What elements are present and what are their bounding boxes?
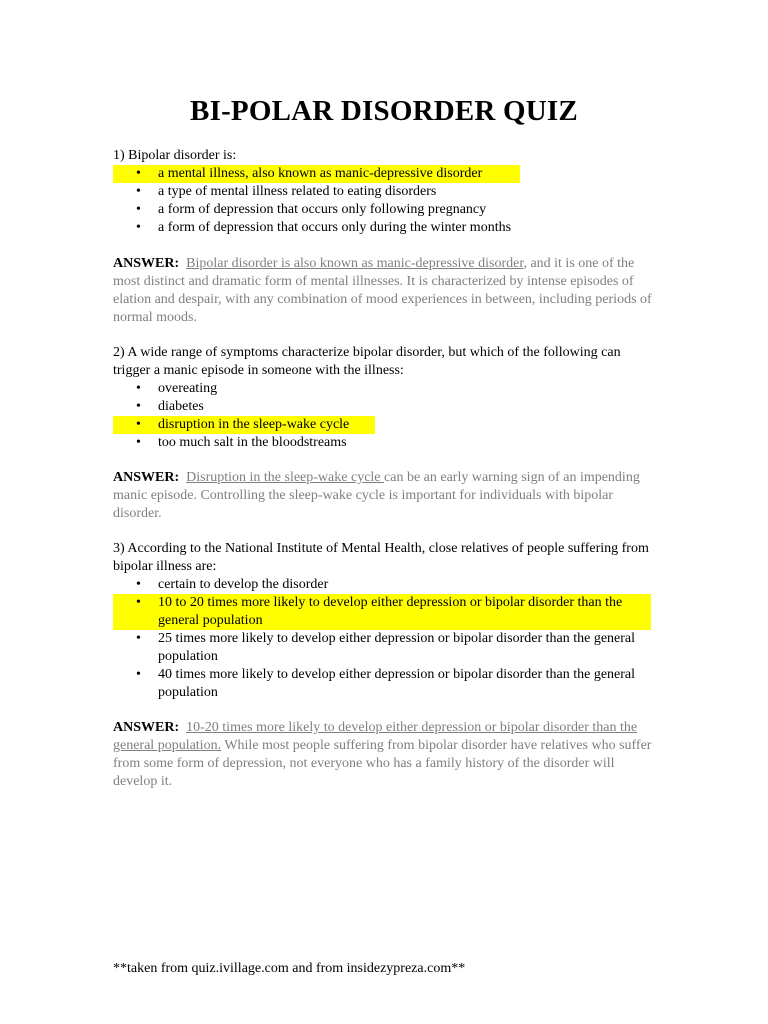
option-text: overeating <box>158 381 218 396</box>
bullet-icon: • <box>136 435 141 450</box>
option-2b <box>113 398 658 416</box>
bullet-icon: • <box>136 220 141 235</box>
answer-underlined: Bipolar disorder is also known as manic-depressive disorder <box>186 256 524 271</box>
option-text: 40 times more likely to develop either depression or bipolar disorder than the general population <box>158 667 636 700</box>
answer-3 <box>113 719 658 791</box>
answer-explanation: While most people suffering from bipolar disorder have relatives who suffer from some form of depression, not everyone who has a family history of the disorder will develop it. <box>113 738 652 789</box>
answer-label: ANSWER: <box>113 256 180 271</box>
option-3d <box>113 666 658 702</box>
source-footer: **taken from quiz.ivillage.com and from insidezypreza.com** <box>113 961 466 976</box>
option-text: too much salt in the bloodstreams <box>158 435 347 450</box>
option-text: a form of depression that occurs only during the winter months <box>158 220 512 235</box>
option-3b <box>113 594 658 630</box>
answer-2 <box>113 469 658 523</box>
answer-explanation: , and it is one of the most distinct and dramatic form of mental illnesses. It is characterized by intense episodes of elation and despair, with any combination of mood experiences in between, including periods of normal moods. <box>113 256 652 325</box>
option-1a <box>113 165 658 183</box>
question-3-options <box>113 576 658 702</box>
option-text: a form of depression that occurs only following pregnancy <box>158 202 487 217</box>
bullet-icon: • <box>136 399 141 414</box>
option-text: diabetes <box>158 399 204 414</box>
option-2c <box>113 416 658 434</box>
option-text: certain to develop the disorder <box>158 577 329 592</box>
question-1 <box>113 147 658 237</box>
question-2-text: 2) A wide range of symptoms characterize bipolar disorder, but which of the following can trigger a manic episode in someone with the illness: <box>113 345 621 378</box>
option-3a <box>113 576 658 594</box>
bullet-icon: • <box>136 381 141 396</box>
page-title: BI-POLAR DISORDER QUIZ <box>190 95 578 127</box>
question-1-text: 1) Bipolar disorder is: <box>113 148 237 163</box>
option-1c <box>113 201 658 219</box>
answer-underlined: 10-20 times more likely to develop either depression or bipolar disorder than the general population. <box>113 720 638 753</box>
answer-label: ANSWER: <box>113 470 180 485</box>
bullet-icon: • <box>136 184 141 199</box>
bullet-icon: • <box>136 417 141 432</box>
bullet-icon: • <box>136 595 141 610</box>
option-text: disruption in the sleep-wake cycle <box>158 417 350 432</box>
bullet-icon: • <box>136 631 141 646</box>
option-3c <box>113 630 658 666</box>
bullet-icon: • <box>136 667 141 682</box>
question-1-options <box>113 165 658 237</box>
option-1d <box>113 219 658 237</box>
option-text: a type of mental illness related to eating disorders <box>158 184 437 199</box>
answer-explanation: can be an early warning sign of an impending manic episode. Controlling the sleep-wake cycle is important for individuals with bipolar disorder. <box>113 470 640 521</box>
bullet-icon: • <box>136 202 141 217</box>
question-2-options <box>113 380 658 452</box>
option-text: 25 times more likely to develop either depression or bipolar disorder than the general population <box>158 631 636 664</box>
option-1b <box>113 183 658 201</box>
question-3-text: 3) According to the National Institute of Mental Health, close relatives of people suffering from bipolar illness are: <box>113 541 649 574</box>
option-text: a mental illness, also known as manic-depressive disorder <box>158 166 483 181</box>
answer-underlined: Disruption in the sleep-wake cycle <box>186 470 385 485</box>
option-2d <box>113 434 658 452</box>
answer-label: ANSWER: <box>113 720 180 735</box>
bullet-icon: • <box>136 577 141 592</box>
bullet-icon: • <box>136 166 141 181</box>
question-2 <box>113 344 658 452</box>
option-text: 10 to 20 times more likely to develop either depression or bipolar disorder than the general population <box>158 595 623 628</box>
option-2a <box>113 380 658 398</box>
answer-1 <box>113 255 658 327</box>
question-3 <box>113 540 658 702</box>
